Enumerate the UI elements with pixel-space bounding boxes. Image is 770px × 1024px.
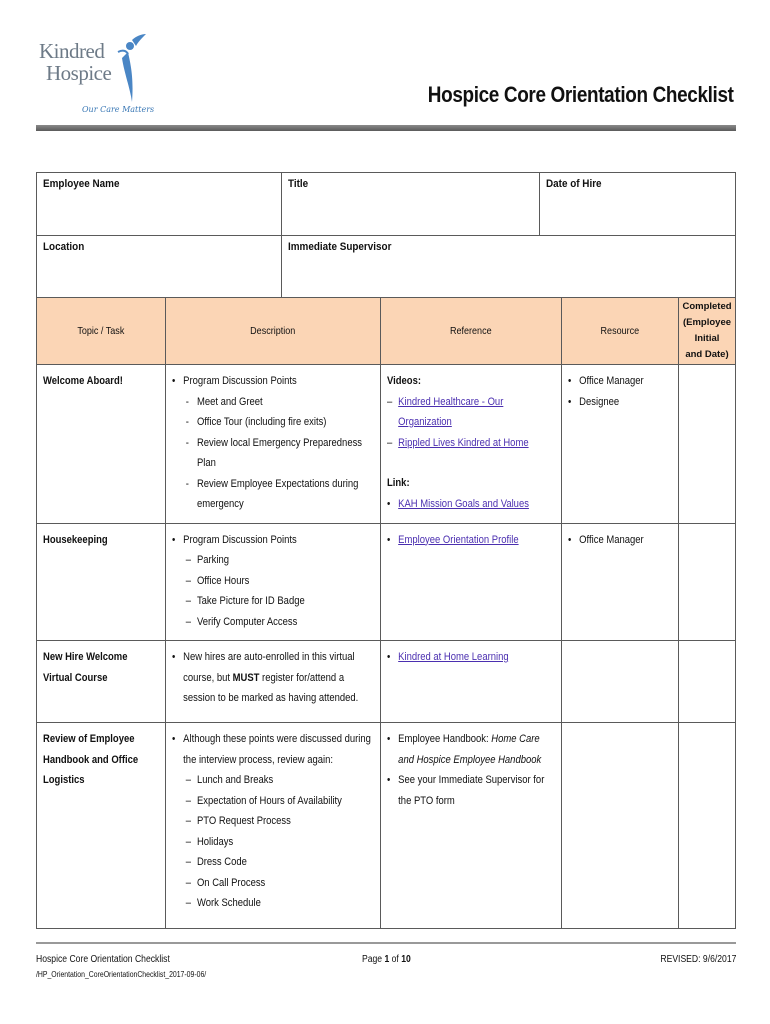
description-cell: • Program Discussion Points - Meet and Greet - Office Tour (including fire exits) - Review local Emergency Preparedness Plan - Review Employee Expectations during emergency: [166, 365, 381, 524]
document-title: Hospice Core Orientation Checklist: [428, 82, 734, 107]
reference-cell: Videos: – Kindred Healthcare - Our Organization – Rippled Lives Kindred at Home Link: • KAH Mission Goals and Values: [381, 365, 562, 524]
handbook-title: Home Care and Hospice Employee Handbook: [398, 733, 542, 766]
topic-cell: [37, 723, 166, 929]
reference-cell: • Employee Handbook: Home Care and Hospice Employee Handbook • See your Immediate Supervisor for the PTO form: [381, 723, 562, 929]
immediate-supervisor-field[interactable]: [281, 236, 735, 299]
date-of-hire-label: Date of Hire: [546, 178, 602, 190]
title-field[interactable]: [281, 173, 540, 236]
video-link[interactable]: Kindred Healthcare - Our Organization: [398, 395, 504, 428]
table-row: [37, 365, 736, 524]
desc-item: Office Hours: [196, 574, 250, 587]
table-row: [37, 523, 736, 641]
link-label: Link:: [387, 477, 410, 489]
description-cell: • Although these points were discussed during the interview process, review again: – Lunch and Breaks – Expectation of Hours of Availability – PTO Request Process – Holidays – Dress Code – On Call Process – Work Schedule: [166, 723, 381, 929]
resource-cell: [562, 641, 679, 723]
header-completed: [679, 298, 736, 365]
completed-cell[interactable]: [679, 365, 736, 524]
logo-line-2: Hospice: [46, 61, 112, 85]
desc-item: Office Tour (including fire exits): [196, 416, 327, 428]
desc-bullet: Although these points were discussed during the interview process, review again:: [183, 733, 371, 766]
revised-date: REVISED: 9/6/2017: [659, 954, 736, 965]
completed-cell[interactable]: [679, 723, 736, 929]
reference-link[interactable]: Kindred at Home Learning: [398, 651, 509, 663]
completed-label-1: Completed: [682, 301, 732, 312]
desc-bullet: Program Discussion Points: [183, 533, 297, 546]
topic-text: Review of Employee Handbook and Office Logistics: [43, 733, 139, 786]
reference-text: Employee Handbook:: [398, 733, 492, 745]
desc-item: On Call Process: [196, 876, 266, 889]
desc-item: Parking: [196, 554, 230, 566]
logo-tagline: Our Care Matters: [82, 105, 155, 114]
desc-text: register for/attend a session to be marked as having attended.: [183, 671, 359, 704]
resource-item: Designee: [579, 395, 620, 408]
completed-cell[interactable]: [679, 641, 736, 723]
header-description: Description: [166, 298, 381, 365]
desc-item: Review local Emergency Preparedness Plan: [196, 436, 363, 469]
location-field[interactable]: [37, 236, 282, 299]
orientation-checklist-table: [36, 297, 736, 929]
desc-item: Holidays: [196, 835, 234, 848]
desc-text: New hires are auto-enrolled in this virtual course, but: [183, 651, 355, 684]
reference-cell: • Kindred at Home Learning: [381, 641, 562, 723]
completed-label-2: (Employee Initial: [682, 317, 732, 344]
employee-info-table: [36, 172, 736, 299]
page-number: Page 1 of 10: [362, 954, 411, 965]
topic-text: Welcome Aboard!: [43, 375, 123, 387]
completed-label-3: and Date): [685, 349, 729, 360]
resource-item: Office Manager: [579, 533, 644, 546]
topic-cell: [37, 523, 166, 641]
footer-title: Hospice Core Orientation Checklist: [36, 954, 170, 965]
table-row: [37, 641, 736, 723]
resource-item: Office Manager: [579, 375, 644, 387]
header-topic: Topic / Task: [37, 298, 166, 365]
figure-logo-icon: [112, 32, 152, 106]
header-resource: Resource: [562, 298, 679, 365]
reference-link[interactable]: Employee Orientation Profile: [398, 533, 519, 546]
desc-item: Review Employee Expectations during emergency: [196, 477, 359, 510]
video-link[interactable]: Rippled Lives Kindred at Home: [398, 436, 529, 449]
desc-emphasis: MUST: [232, 671, 260, 684]
topic-text: New Hire Welcome Virtual Course: [43, 651, 128, 684]
kindred-hospice-logo: [34, 30, 164, 122]
title-label: Title: [287, 178, 308, 190]
desc-item: Take Picture for ID Badge: [196, 595, 305, 607]
header-reference: Reference: [381, 298, 562, 365]
desc-item: Meet and Greet: [196, 395, 263, 408]
immediate-supervisor-label: Immediate Supervisor: [287, 241, 392, 253]
resource-cell: • Office Manager • Designee: [562, 365, 679, 524]
logo-line-1: Kindred: [39, 39, 105, 63]
reference-link[interactable]: KAH Mission Goals and Values: [398, 497, 529, 510]
topic-cell: [37, 641, 166, 723]
desc-item: Expectation of Hours of Availability: [196, 794, 342, 807]
desc-item: Work Schedule: [196, 897, 261, 909]
topic-cell: [37, 365, 166, 524]
footer-rule: [36, 942, 736, 944]
videos-label: Videos:: [387, 375, 421, 387]
completed-cell[interactable]: [679, 523, 736, 641]
header-row: [37, 298, 736, 365]
title-rule: [36, 125, 736, 131]
date-of-hire-field[interactable]: [540, 173, 736, 236]
desc-item: Dress Code: [196, 856, 247, 868]
employee-name-label: Employee Name: [43, 178, 120, 190]
resource-cell: • Office Manager: [562, 523, 679, 641]
desc-bullet: Program Discussion Points: [183, 375, 297, 387]
employee-name-field[interactable]: [37, 173, 282, 236]
desc-item: PTO Request Process: [196, 815, 291, 827]
table-row: [37, 723, 736, 929]
reference-text: See your Immediate Supervisor for the PTO form: [398, 774, 545, 807]
description-cell: • Program Discussion Points – Parking – Office Hours – Take Picture for ID Badge – Verify Computer Access: [166, 523, 381, 641]
resource-cell: [562, 723, 679, 929]
reference-cell: • Employee Orientation Profile: [381, 523, 562, 641]
topic-text: Housekeeping: [43, 533, 108, 546]
footer-path: /HP_Orientation_CoreOrientationChecklist_2017-09-06/: [36, 970, 207, 979]
description-cell: • New hires are auto-enrolled in this virtual course, but MUST register for/attend a session to be marked as having attended.: [166, 641, 381, 723]
desc-item: Verify Computer Access: [196, 615, 298, 628]
desc-item: Lunch and Breaks: [196, 774, 274, 786]
location-label: Location: [43, 241, 85, 253]
